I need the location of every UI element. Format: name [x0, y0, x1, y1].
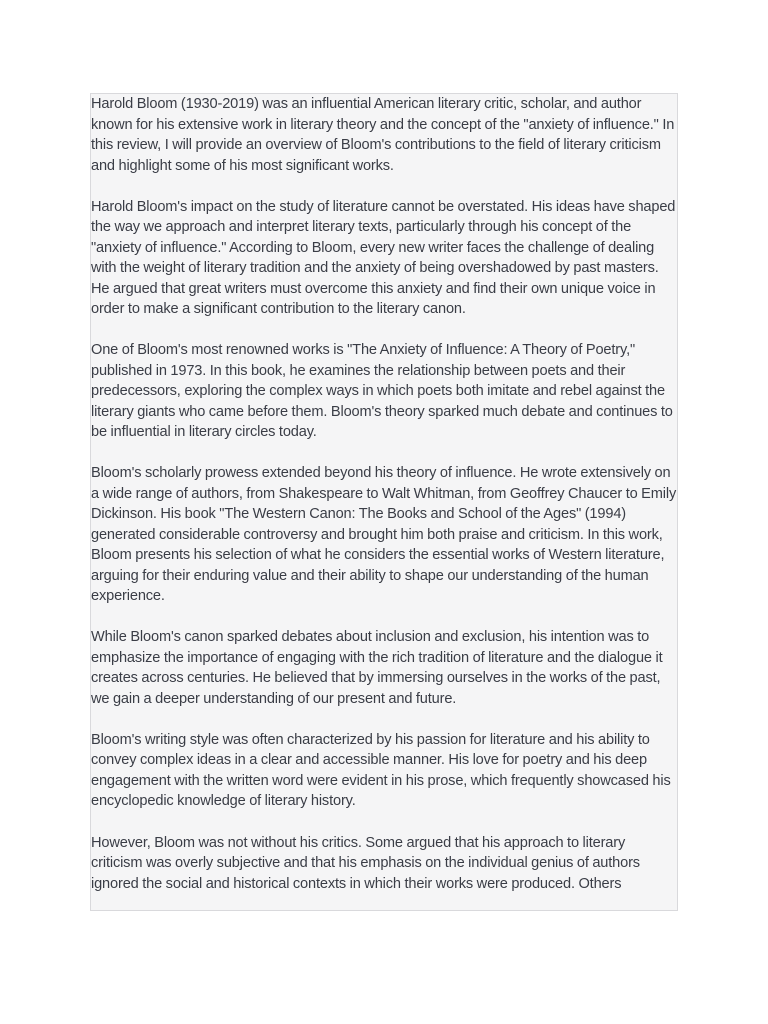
paragraph-5: While Bloom's canon sparked debates about inclusion and exclusion, his intention was to emphasize the importance of engaging with the rich tradition of literature and the dialogue it creates across centuries. He believed that by immersing ourselves in the works of the past, we gain a deeper understanding of our present and future.	[91, 629, 663, 707]
paragraph-1: Harold Bloom (1930-2019) was an influential American literary critic, scholar, and author known for his extensive work in literary theory and the concept of the "anxiety of influence." In this review, I will provide an overview of Bloom's contributions to the field of literary criticism and highlight some of his most significant works.	[91, 96, 675, 174]
paragraph-3: One of Bloom's most renowned works is "The Anxiety of Influence: A Theory of Poetry," published in 1973. In this book, he examines the relationship between poets and their predecessors, exploring the complex ways in which poets both imitate and rebel against the literary giants who came before them. Bloom's theory sparked much debate and continues to be influential in literary circles today.	[91, 342, 673, 441]
paragraph-4: Bloom's scholarly prowess extended beyond his theory of influence. He wrote extensively on a wide range of authors, from Shakespeare to Walt Whitman, from Geoffrey Chaucer to Emily Dickinson. His book "The Western Canon: The Books and School of the Ages" (1994) generated considerable controversy and brought him both praise and criticism. In this work, Bloom presents his selection of what he considers the essential works of Western literature, arguing for their enduring value and their ability to shape our understanding of the human experience.	[91, 465, 677, 605]
document-text-box	[90, 93, 678, 911]
paragraph-6: Bloom's writing style was often characterized by his passion for literature and his ability to convey complex ideas in a clear and accessible manner. His love for poetry and his deep engagement with the written word were evident in his prose, which frequently showcased his encyclopedic knowledge of literary history.	[91, 731, 671, 810]
paragraph-7: However, Bloom was not without his critics. Some argued that his approach to literary criticism was overly subjective and that his emphasis on the individual genius of authors ignored the social and historical contexts in which their works were produced. Others	[91, 834, 640, 892]
paragraph-2: Harold Bloom's impact on the study of literature cannot be overstated. His ideas have shaped the way we approach and interpret literary texts, particularly through his concept of the "anxiety of influence." According to Bloom, every new writer faces the challenge of dealing with the weight of literary tradition and the anxiety of being overshadowed by past masters. He argued that great writers must overcome this anxiety and find their own unique voice in order to make a significant contribution to the literary canon.	[91, 198, 676, 318]
